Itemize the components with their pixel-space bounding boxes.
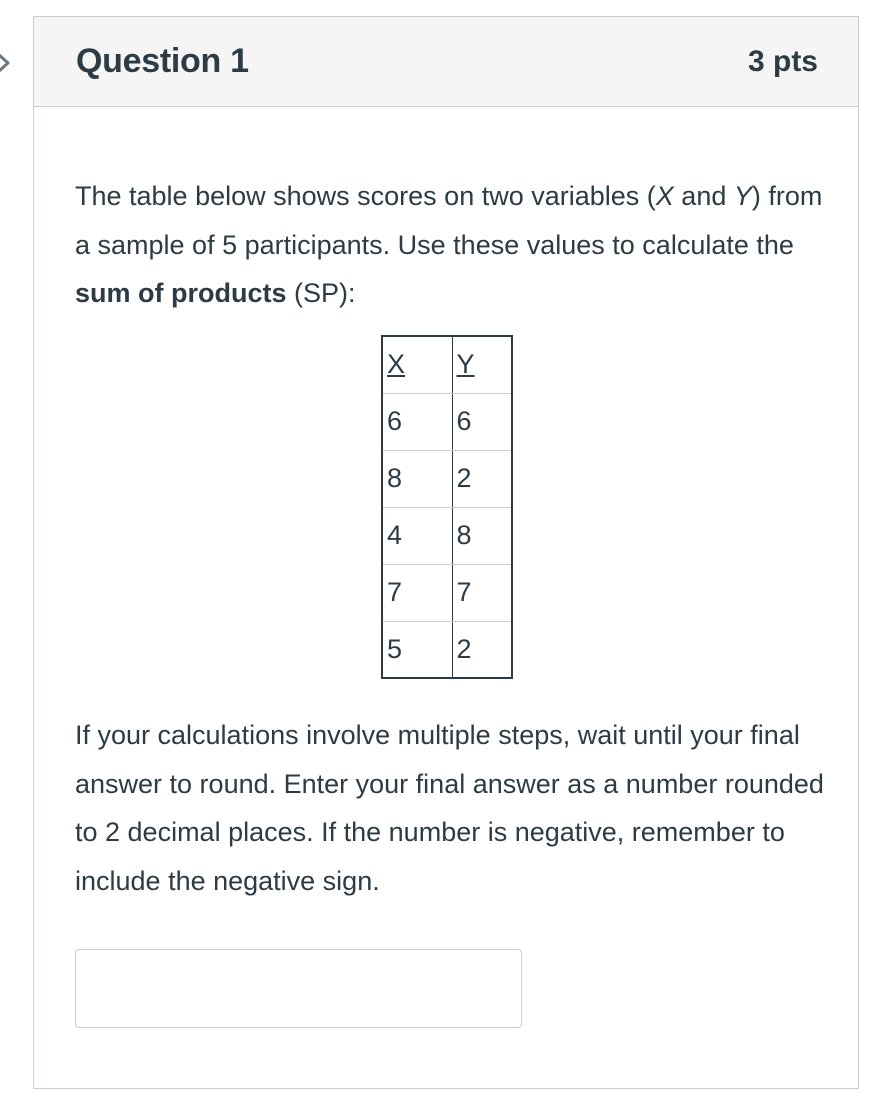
answer-input[interactable] xyxy=(75,949,522,1028)
question-prompt xyxy=(75,172,835,318)
table-row xyxy=(382,507,512,564)
question-points: 3 pts xyxy=(747,44,818,78)
table-row xyxy=(382,393,512,450)
question-header xyxy=(34,17,858,107)
table-row xyxy=(382,450,512,507)
table-row xyxy=(382,621,512,678)
table-cell-y: 6 xyxy=(452,393,512,450)
table-cell-y: 2 xyxy=(452,450,512,507)
table-cell-y: 8 xyxy=(452,507,512,564)
prompt-x-variable: X xyxy=(655,181,674,211)
table-cell-x: 5 xyxy=(382,621,452,678)
column-header-y: Y xyxy=(452,336,512,393)
chevron-right-icon[interactable] xyxy=(0,48,14,78)
prompt-text: (SP): xyxy=(286,278,356,308)
table-header-row xyxy=(382,336,512,393)
prompt-bold-term: sum of products xyxy=(75,278,287,308)
prompt-text: and xyxy=(673,181,734,211)
table-cell-y: 2 xyxy=(452,621,512,678)
prompt-text: The table below shows scores on two variables ( xyxy=(75,181,656,211)
question-card xyxy=(33,16,859,1089)
column-header-x: X xyxy=(382,336,452,393)
table-cell-x: 8 xyxy=(382,450,452,507)
table-cell-x: 6 xyxy=(382,393,452,450)
table-cell-x: 7 xyxy=(382,564,452,621)
answer-instructions: If your calculations involve multiple steps, wait until your final answer to round. Enter your final answer as a number rounded to 2 decimal places. If the number is negative, remember to include the negative sign. xyxy=(75,720,824,896)
scores-table xyxy=(381,335,513,679)
table-cell-y: 7 xyxy=(452,564,512,621)
question-title: Question 1 xyxy=(76,42,249,80)
prompt-text: ) from a sample of 5 participants. Use these values to calculate the xyxy=(75,181,823,260)
table-cell-x: 4 xyxy=(382,507,452,564)
table-row xyxy=(382,564,512,621)
prompt-y-variable: Y xyxy=(733,181,752,211)
